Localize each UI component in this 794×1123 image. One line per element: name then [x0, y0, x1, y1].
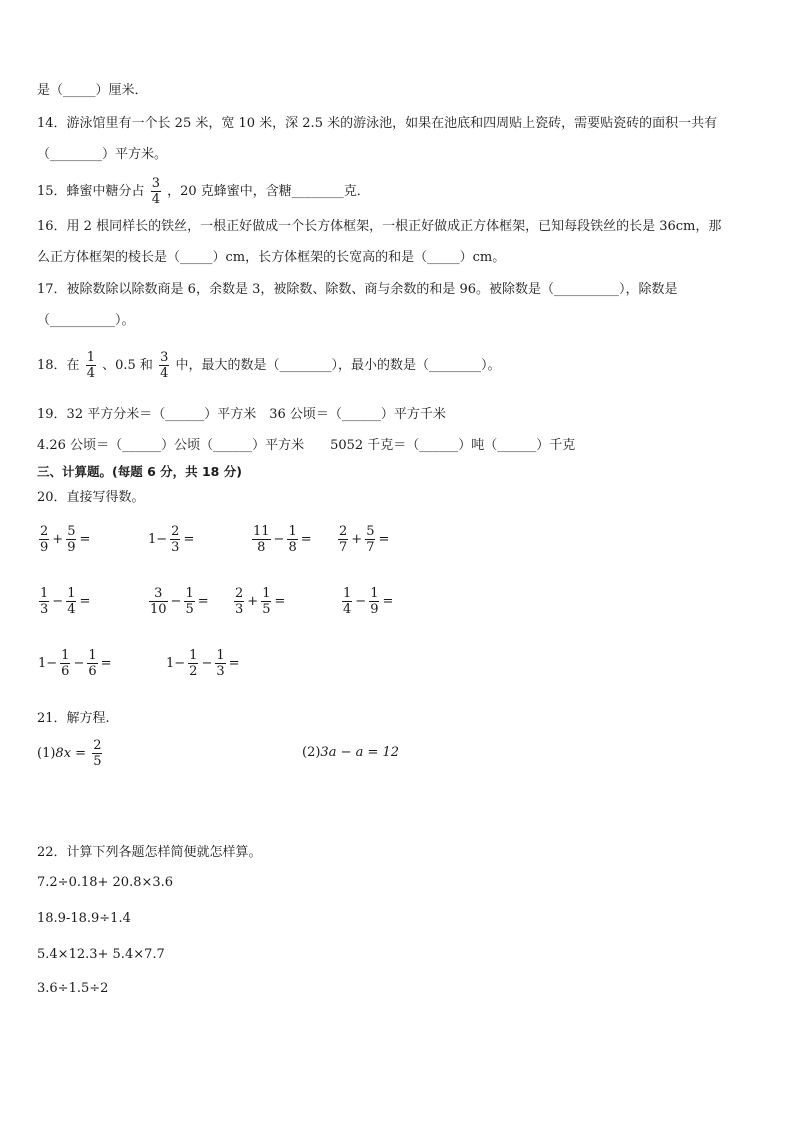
fraction-numerator: 1	[189, 648, 198, 663]
q18-prefix: 18．在	[37, 358, 80, 373]
operator: =	[274, 594, 286, 609]
q20-expression	[37, 648, 113, 679]
operator: =	[183, 532, 195, 547]
q14-line2: （________）平方米。	[37, 147, 168, 162]
fraction	[188, 648, 198, 679]
fraction	[87, 648, 97, 679]
operator: +	[52, 532, 64, 547]
fraction	[261, 586, 271, 617]
q21-title: 21．解方程.	[37, 711, 110, 726]
fraction	[66, 524, 76, 555]
operator: −	[355, 594, 367, 609]
operator: −	[73, 656, 85, 671]
q18-fraction-2	[159, 350, 169, 381]
operator: =	[228, 656, 240, 671]
q18-fraction-1	[86, 350, 96, 381]
q21-eq2-body: 3a − a = 12	[320, 745, 400, 760]
fraction	[252, 524, 271, 555]
q20-expression	[37, 586, 91, 617]
operator: =	[100, 656, 112, 671]
q20-expression	[250, 524, 313, 555]
q21-eq2-prefix: (2)	[302, 745, 321, 760]
fraction-numerator: 2	[235, 586, 244, 601]
operator: −	[201, 656, 213, 671]
fraction-denominator: 7	[366, 540, 375, 555]
operator: +	[351, 532, 363, 547]
operator: =	[300, 532, 312, 547]
fraction-numerator: 1	[370, 586, 379, 601]
q19-line2: 4.26 公顷＝（______）公顷（______）平方米 5052 千克＝（______）吨（______）千克	[37, 438, 576, 453]
fraction-denominator: 5	[185, 602, 194, 617]
fraction-denominator: 8	[257, 540, 266, 555]
fraction	[338, 524, 348, 555]
operator: +	[247, 594, 259, 609]
fraction-numerator: 2	[339, 524, 348, 539]
q16-line2: 么正方体框架的棱长是（_____）cm，长方体框架的长宽高的和是（_____）cm。	[37, 250, 506, 265]
q21-equation-1	[37, 734, 104, 774]
q15-frac-numerator: 3	[151, 176, 160, 191]
q17-line2: （__________）。	[37, 313, 135, 328]
fraction-numerator: 11	[253, 524, 270, 539]
q20-expression	[232, 586, 286, 617]
operator: −	[273, 532, 285, 547]
q15-fraction	[151, 176, 161, 207]
operator: 1−	[38, 656, 58, 671]
q15-suffix: ，20 克蜂蜜中，含糖________克．	[167, 184, 370, 199]
q21-equation-2	[302, 744, 399, 762]
q21-eq1-prefix: (1)	[37, 746, 56, 761]
q20-expression	[165, 648, 241, 679]
fraction-denominator: 2	[189, 664, 198, 679]
fraction-numerator: 1	[185, 586, 194, 601]
q20-title: 20．直接写得数。	[37, 490, 145, 505]
fraction	[39, 586, 49, 617]
fraction-denominator: 5	[262, 602, 271, 617]
q22-item-3: 5.4×12.3+ 5.4×7.7	[37, 947, 165, 962]
q21-eq1-denominator: 5	[93, 754, 102, 769]
fraction-denominator: 3	[235, 602, 244, 617]
fraction-denominator: 9	[67, 540, 76, 555]
q15-prefix: 15．蜂蜜中糖分占	[37, 184, 145, 199]
fraction	[369, 586, 379, 617]
q13-tail: 是（_____）厘米．	[37, 83, 148, 98]
section3-title: 三、计算题。(每题 6 分，共 18 分)	[37, 464, 242, 479]
fraction	[66, 586, 76, 617]
q15-frac-denominator: 4	[151, 192, 160, 207]
q20-expression	[340, 586, 394, 617]
fraction-denominator: 9	[370, 602, 379, 617]
operator: =	[382, 594, 394, 609]
fraction-denominator: 3	[171, 540, 180, 555]
fraction-denominator: 6	[61, 664, 70, 679]
fraction-numerator: 3	[149, 586, 168, 602]
operator: 1−	[166, 656, 186, 671]
q18-f1-denominator: 4	[86, 366, 95, 381]
operator: =	[197, 594, 209, 609]
q22-item-1: 7.2÷0.18+ 20.8×3.6	[37, 875, 174, 890]
fraction-denominator: 10	[150, 602, 167, 617]
q22-item-2: 18.9-18.9÷1.4	[37, 911, 131, 926]
operator: 1−	[148, 532, 168, 547]
fraction	[234, 586, 244, 617]
fraction-numerator: 5	[366, 524, 375, 539]
fraction-denominator: 3	[40, 602, 49, 617]
q22-item-4: 3.6÷1.5÷2	[37, 981, 109, 996]
q19-line1: 19．32 平方分米＝（______）平方米 36 公顷＝（______）平方千米	[37, 407, 446, 422]
fraction	[39, 524, 49, 555]
q18-f2-numerator: 3	[160, 350, 169, 365]
q17-line1: 17．被除数除以除数商是 6，余数是 3，被除数、除数、商与余数的和是 96。被除数是（__________），除数是	[37, 282, 678, 297]
fraction	[60, 648, 70, 679]
fraction	[342, 586, 352, 617]
operator: −	[170, 594, 182, 609]
fraction-denominator: 4	[343, 602, 352, 617]
fraction-denominator: 4	[67, 602, 76, 617]
fraction	[287, 524, 297, 555]
operator: =	[378, 532, 390, 547]
q14-line1: 14．游泳馆里有一个长 25 米，宽 10 米，深 2.5 米的游泳池，如果在池底和四周贴上瓷砖，需要贴瓷砖的面积一共有	[37, 116, 718, 131]
fraction-denominator: 3	[216, 664, 225, 679]
q15	[37, 175, 370, 209]
operator: −	[52, 594, 64, 609]
q22-title: 22．计算下列各题怎样简便就怎样算。	[37, 845, 262, 860]
fraction-numerator: 1	[216, 648, 225, 663]
fraction-denominator: 6	[88, 664, 97, 679]
q20-expression	[37, 524, 91, 555]
fraction-numerator: 1	[288, 524, 297, 539]
q16-line1: 16．用 2 根同样长的铁丝，一根正好做成一个长方体框架，一根正好做成正方体框架，已知每段铁丝的长是 36cm，那	[37, 219, 722, 234]
q20-expression	[147, 586, 210, 617]
q20-expression	[336, 524, 390, 555]
fraction	[149, 586, 168, 617]
fraction-numerator: 1	[88, 648, 97, 663]
fraction-numerator: 2	[171, 524, 180, 539]
fraction-denominator: 8	[288, 540, 297, 555]
fraction	[184, 586, 194, 617]
q21-eq1-numerator: 2	[93, 738, 102, 753]
fraction	[365, 524, 375, 555]
fraction	[170, 524, 180, 555]
fraction-numerator: 1	[343, 586, 352, 601]
q21-eq1-fraction	[92, 738, 102, 769]
q18-f2-denominator: 4	[160, 366, 169, 381]
fraction-numerator: 1	[40, 586, 49, 601]
operator: =	[79, 594, 91, 609]
q18	[37, 348, 501, 384]
q18-mid: 、0.5 和	[102, 358, 153, 373]
fraction-denominator: 9	[40, 540, 49, 555]
q20-expression	[147, 524, 195, 555]
fraction-numerator: 5	[67, 524, 76, 539]
q18-suffix: 中，最大的数是（________），最小的数是（________）。	[175, 358, 501, 373]
fraction	[215, 648, 225, 679]
q18-f1-numerator: 1	[86, 350, 95, 365]
fraction-numerator: 2	[40, 524, 49, 539]
fraction-numerator: 1	[262, 586, 271, 601]
fraction-denominator: 7	[339, 540, 348, 555]
fraction-numerator: 1	[61, 648, 70, 663]
fraction-numerator: 1	[67, 586, 76, 601]
q21-eq1-lhs: 8x =	[55, 746, 87, 761]
operator: =	[79, 532, 91, 547]
